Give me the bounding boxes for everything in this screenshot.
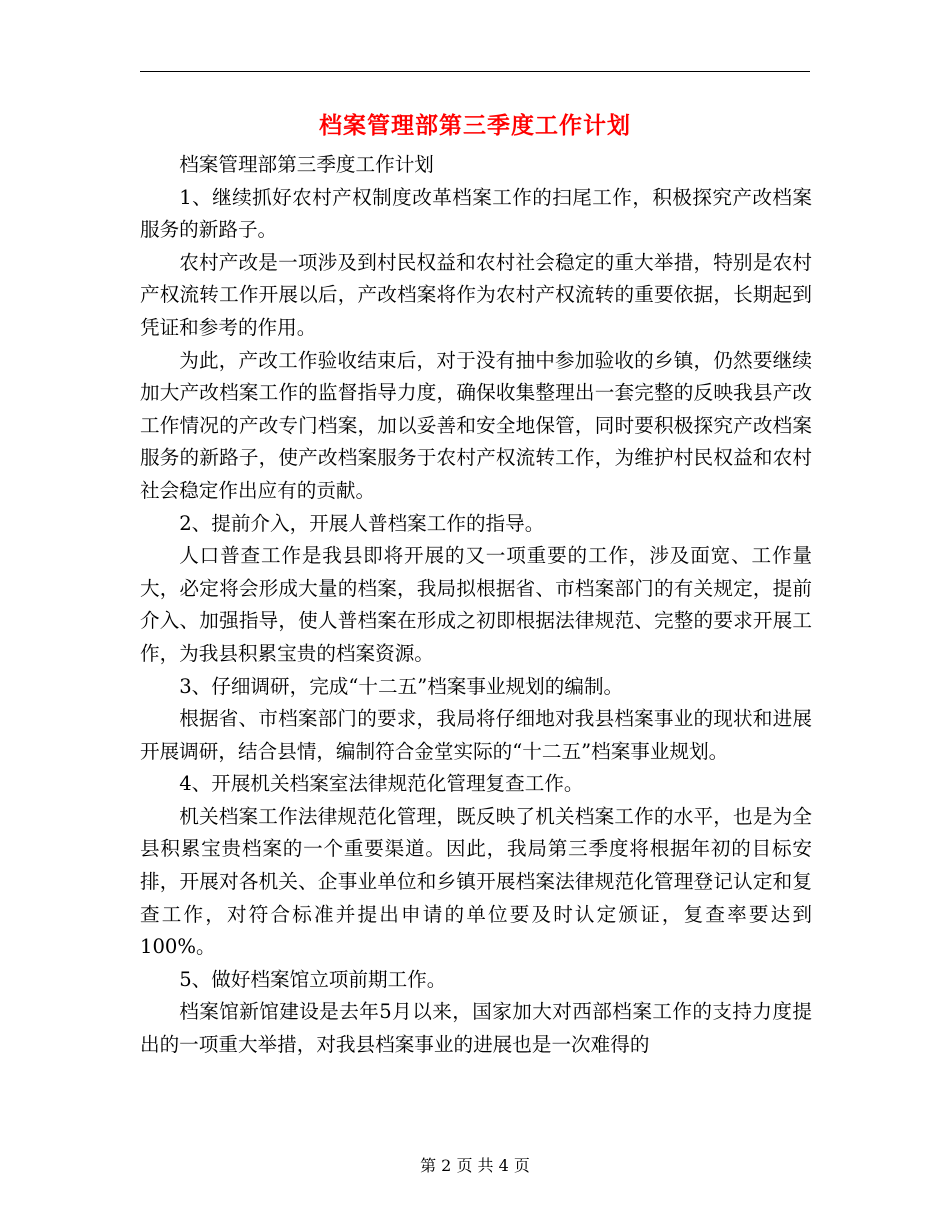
paragraph: 为此，产改工作验收结束后，对于没有抽中参加验收的乡镇，仍然要继续加大产改档案工作的监督指导力度，确保收集整理出一套完整的反映我县产改工作情况的产改专门档案，加以妥善和安全地保管，同时要积极探究产改档案服务的新路子，使产改档案服务于农村产权流转工作，为维护村民权益和农村社会稳定作出应有的贡献。 bbox=[140, 348, 812, 502]
paragraph: 1、继续抓好农村产权制度改革档案工作的扫尾工作，积极探究产改档案服务的新路子。 bbox=[140, 185, 812, 242]
page-footer bbox=[0, 1155, 950, 1177]
page-number-label: 第 2 页 共 4 页 bbox=[420, 1156, 530, 1175]
paragraph: 3、仔细调研，完成“十二五”档案事业规划的编制。 bbox=[179, 674, 624, 698]
paragraph: 2、提前介入，开展人普档案工作的指导。 bbox=[179, 511, 545, 535]
paragraph: 档案馆新馆建设是去年5月以来，国家加大对西部档案工作的支持力度提出的一项重大举措，对我县档案事业的进展也是一次难得的 bbox=[140, 1000, 812, 1057]
header-rule bbox=[140, 71, 810, 72]
paragraph: 机关档案工作法律规范化管理，既反映了机关档案工作的水平，也是为全县积累宝贵档案的一个重要渠道。因此，我局第三季度将根据年初的目标安排，开展对各机关、企事业单位和乡镇开展档案法律规范化管理登记认定和复查工作，对符合标准并提出申请的单位要及时认定颁证，复查率要达到100%。 bbox=[140, 804, 812, 959]
paragraph: 5、做好档案馆立项前期工作。 bbox=[179, 967, 447, 991]
paragraph: 农村产改是一项涉及到村民权益和农村社会稳定的重大举措，特别是农村产权流转工作开展以后，产改档案将作为农村产权流转的重要依据，长期起到凭证和参考的作用。 bbox=[140, 250, 812, 339]
paragraph: 人口普查工作是我县即将开展的又一项重要的工作，涉及面宽、工作量大，必定将会形成大量的档案，我局拟根据省、市档案部门的有关规定，提前介入、加强指导，使人普档案在形成之初即根据法律规范、完整的要求开展工作，为我县积累宝贵的档案资源。 bbox=[140, 544, 812, 665]
paragraph: 4、开展机关档案室法律规范化管理复查工作。 bbox=[179, 772, 584, 796]
paragraph: 根据省、市档案部门的要求，我局将仔细地对我县档案事业的现状和进展开展调研，结合县情，编制符合金堂实际的“十二五”档案事业规划。 bbox=[140, 707, 812, 763]
document-body bbox=[140, 149, 812, 1062]
paragraph: 档案管理部第三季度工作计划 bbox=[179, 153, 434, 176]
document-title: 档案管理部第三季度工作计划 bbox=[319, 112, 631, 139]
